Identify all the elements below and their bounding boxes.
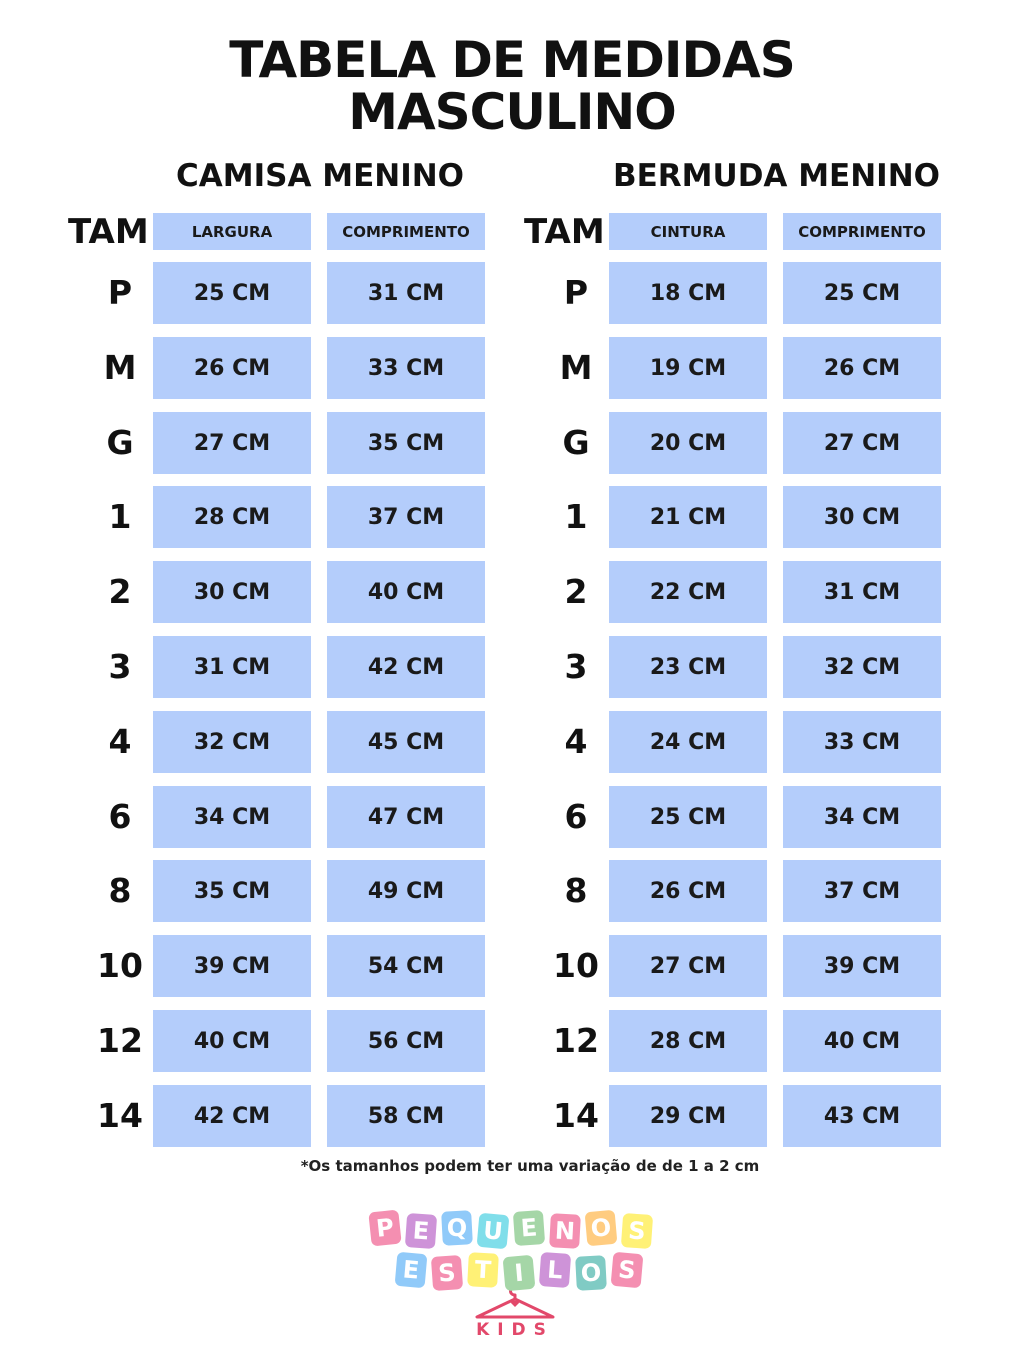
largura-cell: 31 CM: [153, 636, 311, 698]
logo-letter-tile: Q: [441, 1210, 473, 1246]
logo-letter-tile: E: [395, 1252, 428, 1288]
comprimento-cell: 47 CM: [327, 786, 485, 848]
logo-letter-tile: S: [431, 1255, 463, 1291]
size-label: 2: [564, 572, 588, 612]
cintura-cell: 25 CM: [609, 786, 767, 848]
cintura-cell: 23 CM: [609, 636, 767, 698]
size-label: M: [559, 347, 593, 387]
largura-cell: 40 CM: [153, 1010, 311, 1072]
size-label: 10: [97, 946, 143, 986]
largura-column-header: LARGURA: [153, 213, 311, 250]
size-label: 6: [564, 796, 588, 836]
comprimento-cell: 30 CM: [783, 486, 941, 548]
page-title: TABELA DE MEDIDAS: [229, 31, 795, 89]
logo-letter-tile: O: [575, 1255, 607, 1291]
cintura-cell: 19 CM: [609, 337, 767, 399]
comprimento-cell: 31 CM: [327, 262, 485, 324]
comprimento-cell: 27 CM: [783, 412, 941, 474]
logo-letter-tile: S: [611, 1252, 644, 1288]
logo-letter-tile: O: [585, 1210, 618, 1246]
logo-letter-tile: S: [621, 1213, 653, 1249]
comprimento-cell: 34 CM: [783, 786, 941, 848]
comprimento-cell: 42 CM: [327, 636, 485, 698]
size-label: 14: [553, 1095, 599, 1135]
cintura-cell: 28 CM: [609, 1010, 767, 1072]
size-label: 8: [564, 871, 588, 911]
size-label: 10: [553, 946, 599, 986]
comprimento-cell: 49 CM: [327, 860, 485, 922]
comprimento-cell: 32 CM: [783, 636, 941, 698]
comprimento-cell: 26 CM: [783, 337, 941, 399]
comprimento-cell: 37 CM: [327, 486, 485, 548]
comprimento-cell: 58 CM: [327, 1085, 485, 1147]
comprimento-cell: 40 CM: [783, 1010, 941, 1072]
size-label: 4: [108, 721, 132, 761]
cintura-cell: 21 CM: [609, 486, 767, 548]
cintura-cell: 27 CM: [609, 935, 767, 997]
logo-letter-tile: N: [549, 1213, 581, 1249]
comprimento-cell: 31 CM: [783, 561, 941, 623]
size-label: G: [562, 422, 590, 462]
comprimento-cell: 35 CM: [327, 412, 485, 474]
comprimento-cell: 37 CM: [783, 860, 941, 922]
cintura-cell: 26 CM: [609, 860, 767, 922]
comprimento-cell: 54 CM: [327, 935, 485, 997]
comprimento-cell: 40 CM: [327, 561, 485, 623]
size-label: 6: [108, 796, 132, 836]
brand-logo: [360, 1205, 670, 1355]
size-label: 3: [564, 647, 588, 686]
largura-cell: 39 CM: [153, 935, 311, 997]
size-label: G: [106, 422, 134, 462]
size-label: 12: [553, 1021, 599, 1060]
cintura-cell: 22 CM: [609, 561, 767, 623]
kids-wordmark: KIDS: [476, 1320, 554, 1340]
largura-cell: 26 CM: [153, 337, 311, 399]
comprimento-cell: 56 CM: [327, 1010, 485, 1072]
size-label: 1: [108, 497, 132, 537]
comprimento-cell: 39 CM: [783, 935, 941, 997]
comprimento-cell: 45 CM: [327, 711, 485, 773]
cintura-cell: 18 CM: [609, 262, 767, 324]
size-column-header: TAM: [68, 212, 149, 252]
size-label: 1: [564, 497, 588, 537]
largura-cell: 34 CM: [153, 786, 311, 848]
comprimento-cell: 25 CM: [783, 262, 941, 324]
cintura-cell: 29 CM: [609, 1085, 767, 1147]
cintura-column-header: CINTURA: [609, 213, 767, 250]
logo-letter-tile: E: [405, 1213, 437, 1249]
size-variation-note: *Os tamanhos podem ter uma variação de de 1 a 2 cm: [300, 1157, 760, 1175]
logo-letter-tile: T: [467, 1252, 499, 1288]
bermuda-table-title: BERMUDA MENINO: [613, 158, 941, 194]
largura-cell: 32 CM: [153, 711, 311, 773]
cintura-cell: 24 CM: [609, 711, 767, 773]
size-column-header: TAM: [524, 212, 605, 252]
largura-cell: 27 CM: [153, 412, 311, 474]
largura-cell: 42 CM: [153, 1085, 311, 1147]
largura-cell: 28 CM: [153, 486, 311, 548]
comprimento-cell: 33 CM: [327, 337, 485, 399]
comprimento-cell: 33 CM: [783, 711, 941, 773]
logo-letter-tile: L: [539, 1252, 571, 1288]
size-label: P: [107, 273, 133, 312]
largura-cell: 35 CM: [153, 860, 311, 922]
size-label: 8: [108, 871, 132, 911]
page-subtitle: MASCULINO: [348, 83, 676, 141]
size-label: M: [103, 347, 137, 387]
logo-letter-tile: U: [477, 1213, 510, 1249]
comprimento-column-header: COMPRIMENTO: [783, 213, 941, 250]
size-label: 4: [564, 721, 588, 761]
largura-cell: 30 CM: [153, 561, 311, 623]
largura-cell: 25 CM: [153, 262, 311, 324]
logo-letter-tile: E: [513, 1210, 545, 1246]
size-label: 14: [97, 1095, 143, 1135]
size-label: 3: [108, 647, 132, 686]
comprimento-cell: 43 CM: [783, 1085, 941, 1147]
size-label: P: [563, 273, 589, 312]
size-label: 12: [97, 1021, 143, 1060]
logo-letter-tile: I: [503, 1255, 536, 1291]
logo-letter-tile: P: [368, 1210, 401, 1247]
cintura-cell: 20 CM: [609, 412, 767, 474]
size-label: 2: [108, 572, 132, 612]
comprimento-column-header: COMPRIMENTO: [327, 213, 485, 250]
camisa-table-title: CAMISA MENINO: [176, 158, 465, 194]
